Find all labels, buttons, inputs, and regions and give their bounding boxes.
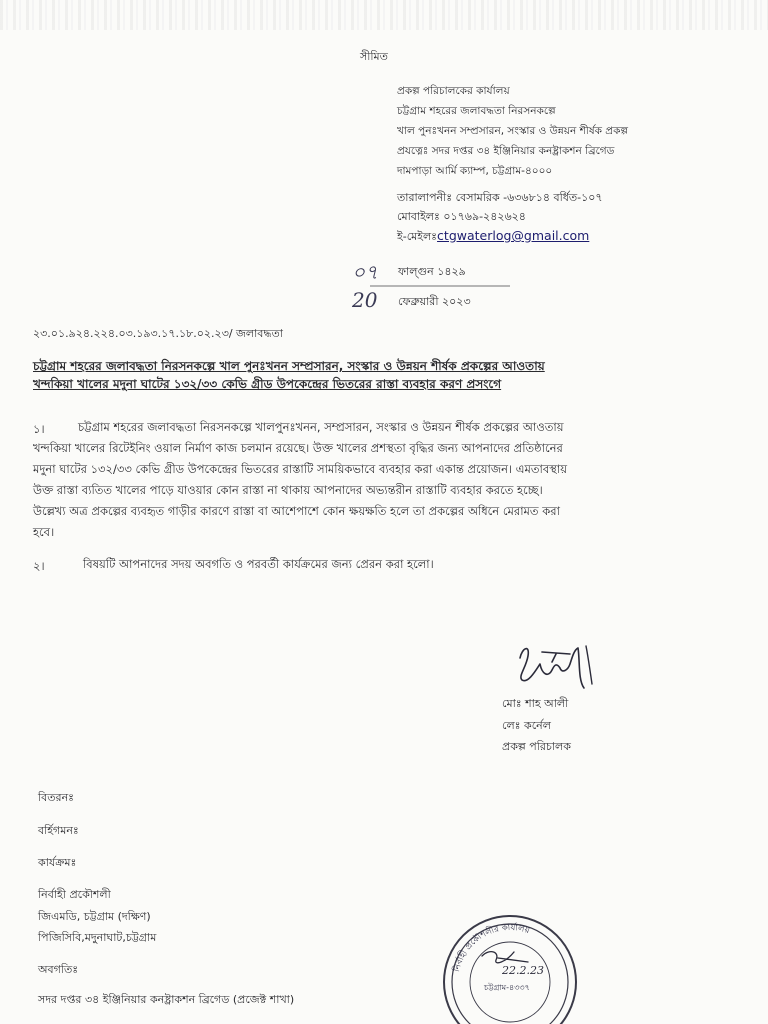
distribution-heading: বিতরনঃ: [38, 791, 75, 804]
paragraph-line: উক্ত রাস্তা ব্যতিত খালের পাড়ে যাওয়ার কোন রাস্তা না থাকায় আপনাদের অভ্যন্তরীন রাস্তাটি ব্যবহার করতে হচ্ছে।: [33, 483, 543, 497]
stamp-date: 22.2.23: [502, 964, 544, 977]
stamp-ring-text: নির্বাহী প্রকৌশলীর কার্যালয়: [452, 922, 531, 974]
external-heading: বর্হিগমনঃ: [38, 824, 79, 837]
english-day-handwritten: 20: [352, 288, 378, 312]
signature: [512, 640, 602, 700]
office-line: প্রযত্নেঃ সদর দপ্তর ৩৪ ইঞ্জিনিয়ার কনষ্ট্রাকশন ব্রিগেড: [397, 145, 615, 157]
office-line: খাল পুনঃখনন সম্প্রসারন, সংস্কার ও উন্নয়ন শীর্ষক প্রকল্প: [397, 125, 628, 137]
memo-number: ২৩.০১.৯২৪.২২৪.০৩.১৯৩.১৭.১৮.০২.২৩/ জলাবদ্ধতা: [33, 327, 283, 340]
paragraph-line: উল্লেখ্য অত্র প্রকল্পের ব্যবহৃত গাড়ীর কারণে রাস্তা বা আশেপাশে কোন ক্ষয়ক্ষতি হলে তা প্রকল্পের অধিনে মেরামত করা: [33, 504, 560, 518]
paragraph-line: মদুনা ঘাটের ১৩২/৩৩ কেভি গ্রীড উপকেন্দ্রের ভিতরের রাস্তাটি সাময়িকভাবে ব্যবহার করা একান্ত প্রয়োজন। এমতাবস্থায়: [33, 462, 567, 476]
subject-line: খন্দকিয়া খালের মদুনা ঘাটের ১৩২/৩৩ কেভি গ্রীড উপকেন্দ্রের ভিতরের রাস্তা ব্যবহার করণ প্রসংগে: [33, 377, 502, 391]
paragraph-number: ১।: [33, 422, 45, 436]
info-recipient-line: সদর দপ্তর ৩৪ ইঞ্জিনিয়ার কনষ্ট্রাকশন ব্রিগেড (প্রজেক্ট শাখা): [38, 993, 295, 1006]
scan-top-edge: [0, 0, 768, 30]
signatory-name: মোঃ শাহ আলী: [502, 697, 569, 710]
mobile-number: মোবাইলঃ ০১৭৬৯-২৪২৬২৪: [397, 210, 526, 223]
receipt-stamp: [440, 912, 580, 1024]
paragraph-number: ২।: [33, 559, 45, 573]
bangla-date: ফাল্গুন ১৪২৯: [398, 265, 466, 278]
stamp-location: চট্টগ্রাম-৪৩৩৭: [484, 983, 530, 992]
paragraph-line: খন্দকিয়া খালের রিটেইনিং ওয়াল নির্মাণ কাজ চলমান রয়েছে। উক্ত খালের প্রশস্থতা বৃদ্ধির জন্য আপনাদের প্রতিষ্ঠানের: [33, 441, 563, 455]
office-line: দামপাড়া আর্মি ক্যাম্প, চট্টগ্রাম-৪০০০: [397, 165, 553, 177]
recipient-line: নির্বাহী প্রকৌশলী: [38, 888, 111, 901]
email-label: ই-মেইলঃ: [397, 230, 438, 243]
office-line: চট্টগ্রাম শহরের জলাবদ্ধতা নিরসনকল্পে: [397, 105, 556, 117]
email-link[interactable]: ctgwaterlog@gmail.com: [437, 228, 590, 243]
signatory-rank: লেঃ কর্নেল: [502, 719, 551, 732]
recipient-line: পিজিসিবি,মদুনাঘাট,চট্টগ্রাম: [38, 931, 157, 944]
paragraph-text: বিষয়টি আপনাদের সদয় অবগতি ও পরবর্তী কার্যক্রমের জন্য প্রেরন করা হলো।: [83, 557, 434, 571]
subject-line: চট্টগ্রাম শহরের জলাবদ্ধতা নিরসনকল্পে খাল পুনঃখনন সম্প্রসারন, সংস্কার ও উন্নয়ন শীর্ষক প্রকল্পের আওতায়: [33, 359, 545, 373]
paragraph-line: হবে।: [33, 525, 55, 539]
office-line: প্রকল্প পরিচালকের কার্যালয়: [397, 85, 510, 97]
bangla-day-handwritten: ০৭: [352, 260, 379, 284]
email-line: [397, 229, 589, 244]
action-heading: কার্যক্রমঃ: [38, 856, 77, 869]
date-separator-line: [370, 284, 520, 288]
english-date: ফেব্রুয়ারী ২০২৩: [398, 295, 471, 308]
paragraph-line: চট্টগ্রাম শহরের জলাবদ্ধতা নিরসনকল্পে খালপুনঃখনন, সম্প্রসারন, সংস্কার ও উন্নয়ন শীর্ষক প্রকল্পের আওতায়: [78, 420, 564, 434]
recipient-line: জিএমডি, চট্টগ্রাম (দক্ষিণ): [38, 910, 151, 923]
info-heading: অবগতিঃ: [38, 963, 79, 976]
signatory-designation: প্রকল্প পরিচালক: [502, 740, 571, 753]
confidential-mark: সীমিত: [360, 50, 388, 63]
phone-number: তারালাপনীঃ বেসামরিক -৬৩৬৮১৪ বর্ধিত-১০৭: [397, 191, 603, 204]
